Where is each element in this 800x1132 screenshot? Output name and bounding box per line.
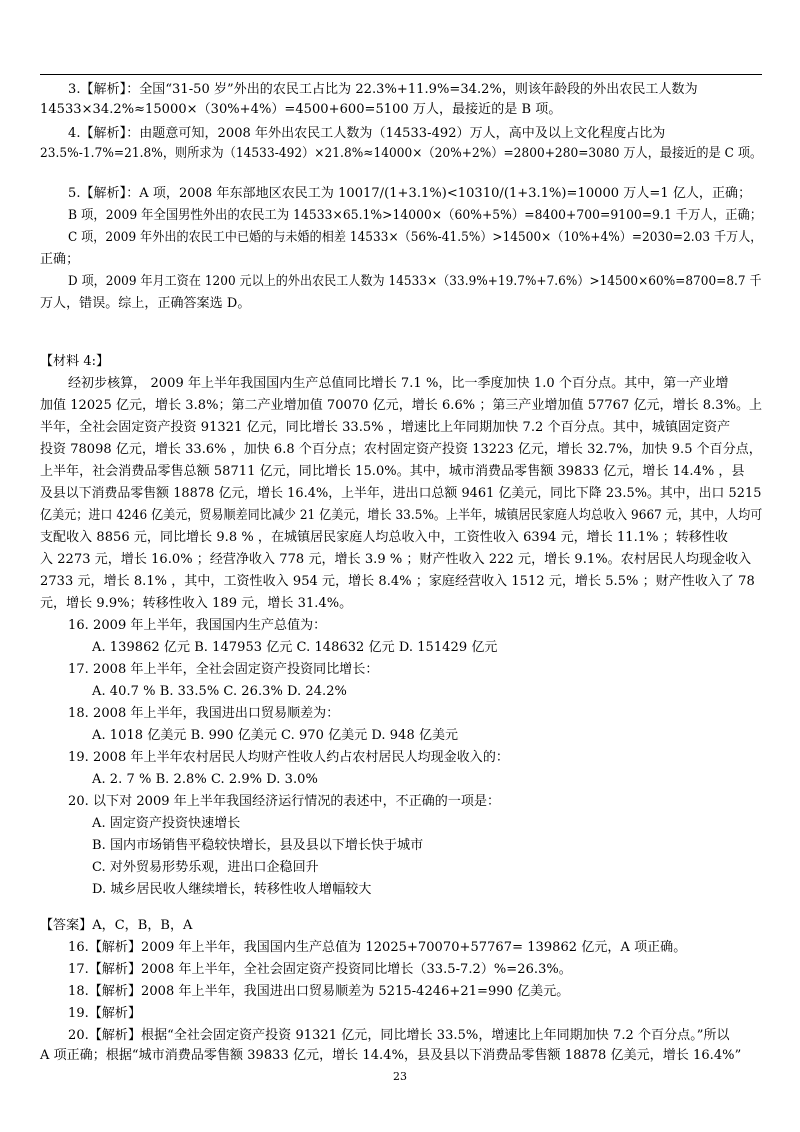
material-paragraph-line: 经初步核算， 2009 年上半年我国国内生产总值同比增长 7.1 %，比一季度加快 1.0 个百分点。其中，第一产业增: [68, 376, 729, 391]
q5-explanation-line3: C 项，2009 年外出的农民工中已婚的与未婚的相差 14533×（56%-41.5%）>14500×（10%+4%）=2030=2.03 千万人，: [68, 230, 763, 245]
material-paragraph-line: 元，增长 9.9%；转移性收入 189 元，增长 31.4%。: [40, 596, 353, 611]
q5-explanation-line2: B 项，2009 年全国男性外出的农民工为 14533×65.1%>14000×（60%+5%）=8400+700=9100=9.1 千万人，正确；: [68, 208, 763, 223]
question-16-stem: 16. 2009 年上半年，我国国内生产总值为：: [68, 618, 327, 633]
material-paragraph-line: 2733 元，增长 8.1% ，其中，工资性收入 954 元，增长 8.4% ；家庭经营收入 1512 元，增长 5.5% ；财产性收入了 78: [40, 574, 755, 589]
question-20-option-b: B. 国内市场销售平稳较快增长，县及县以下增长快于城市: [92, 838, 424, 853]
question-16-options: A. 139862 亿元 B. 147953 亿元 C. 148632 亿元 D. 151429 亿元: [92, 640, 498, 655]
explanation-18: 18.【解析】2008 年上半年，我国进出口贸易顺差为 5215-4246+21=990 亿美元。: [68, 984, 570, 999]
material-heading: 【材料 4:】: [40, 354, 110, 369]
question-19-options: A. 2. 7 % B. 2.8% C. 2.9% D. 3.0%: [92, 772, 318, 787]
explanation-17: 17.【解析】2008 年上半年，全社会固定资产投资同比增长（33.5-7.2）%=26.3%。: [68, 962, 572, 977]
q4-explanation-line2: 23.5%-1.7%=21.8%，则所求为（14533-492）×21.8%≈14000×（20%+2%）=2800+280=3080 万人，最接近的是 C 项。: [40, 146, 763, 161]
question-17-options: A. 40.7 % B. 33.5% C. 26.3% D. 24.2%: [92, 684, 347, 699]
q5-explanation-line1: 5.【解析】：A 项，2008 年东部地区农民工为 10017/(1+3.1%)<10310/(1+3.1%)=10000 万人=1 亿人，正确；: [68, 186, 752, 201]
question-18-options: A. 1018 亿美元 B. 990 亿美元 C. 970 亿美元 D. 948 亿美元: [92, 728, 459, 743]
page-number: 23: [393, 1070, 407, 1083]
explanation-19: 19.【解析】: [68, 1006, 142, 1021]
q4-explanation-line1: 4.【解析】：由题意可知，2008 年外出农民工人数为（14533-492）万人，高中及以上文化程度占比为: [68, 126, 666, 141]
question-20-option-a: A. 固定资产投资快速增长: [92, 816, 241, 831]
material-paragraph-line: 入 2273 元，增长 16.0% ；经营净收入 778 元，增长 3.9 % ；财产性收入 222 元，增长 9.1%。农村居民人均现金收入: [40, 552, 752, 567]
q5-explanation-line6: 万人，错误。综上，正确答案选 D。: [40, 296, 251, 311]
question-17-stem: 17. 2008 年上半年，全社会固定资产投资同比增长：: [68, 662, 379, 677]
answer-summary: 【答案】A，C，B，B，A: [40, 918, 193, 933]
question-20-option-d: D. 城乡居民收人继续增长，转移性收人增幅较大: [92, 882, 372, 897]
q5-explanation-line4: 正确；: [40, 252, 80, 267]
material-paragraph-line: 上半年，社会消费品零售总额 58711 亿元，同比增长 15.0%。其中，城市消费品零售额 39833 亿元，增长 14.4% ，县: [40, 464, 745, 479]
question-18-stem: 18. 2008 年上半年，我国进出口贸易顺差为：: [68, 706, 340, 721]
material-paragraph-line: 加值 12025 亿元，增长 3.8%；第二产业增加值 70070 亿元，增长 6.6% ；第三产业增加值 57767 亿元，增长 8.3%。上: [40, 398, 763, 413]
question-19-stem: 19. 2008 年上半年农村居民人均财产性收人约占农村居民人均现金收入的：: [68, 750, 509, 765]
explanation-20-line2: A 项正确；根据“城市消费品零售额 39833 亿元，增长 14.4%，县及县以下消费品零售额 18878 亿美元，增长 16.4%”: [40, 1048, 742, 1063]
material-paragraph-line: 亿美元；进口 4246 亿美元，贸易顺差同比减少 21 亿美元，增长 33.5%。上半年，城镇居民家庭人均总收入 9667 元，其中，人均可: [40, 508, 763, 523]
q3-explanation-line2: 14533×34.2%≈15000×（30%+4%）=4500+600=5100 万人，最接近的是 B 项。: [40, 102, 562, 117]
q3-explanation-line1: 3.【解析】：全国“31-50 岁”外出的农民工占比为 22.3%+11.9%=34.2%，则该年龄段的外出农民工人数为: [68, 82, 698, 97]
explanation-20-line1: 20.【解析】根据“全社会固定资产投资 91321 亿元，同比增长 33.5%，增速比上年同期加快 7.2 个百分点。”所以: [68, 1028, 730, 1043]
question-20-stem: 20. 以下对 2009 年上半年我国经济运行情况的表述中，不正确的一项是：: [68, 794, 501, 809]
material-paragraph-line: 支配收入 8856 元，同比增长 9.8 % ，在城镇居民家庭人均总收入中，工资性收入 6394 元，增长 11.1% ；转移性收: [40, 530, 728, 545]
question-20-option-c: C. 对外贸易形势乐观，进出口企稳回升: [92, 860, 319, 875]
explanation-16: 16.【解析】2009 年上半年，我国国内生产总值为 12025+70070+57767= 139862 亿元，A 项正确。: [68, 940, 687, 955]
material-paragraph-line: 及县以下消费品零售额 18878 亿元，增长 16.4%，上半年，进出口总额 9461 亿美元，同比下降 23.5%。其中，出口 5215: [40, 486, 762, 501]
top-rule: [40, 74, 762, 75]
material-paragraph-line: 半年，全社会固定资产投资 91321 亿元，同比增长 33.5% ，增速比上年同期加快 7.2 个百分点。其中，城镇固定资产: [40, 420, 731, 435]
q5-explanation-line5: D 项，2009 年月工资在 1200 元以上的外出农民工人数为 14533×（33.9%+19.7%+7.6%）>14500×60%=8700=8.7 千: [68, 274, 762, 289]
material-paragraph-line: 投资 78098 亿元，增长 33.6% ，加快 6.8 个百分点；农村固定资产投资 13223 亿元，增长 32.7%，加快 9.5 个百分点，: [40, 442, 762, 457]
